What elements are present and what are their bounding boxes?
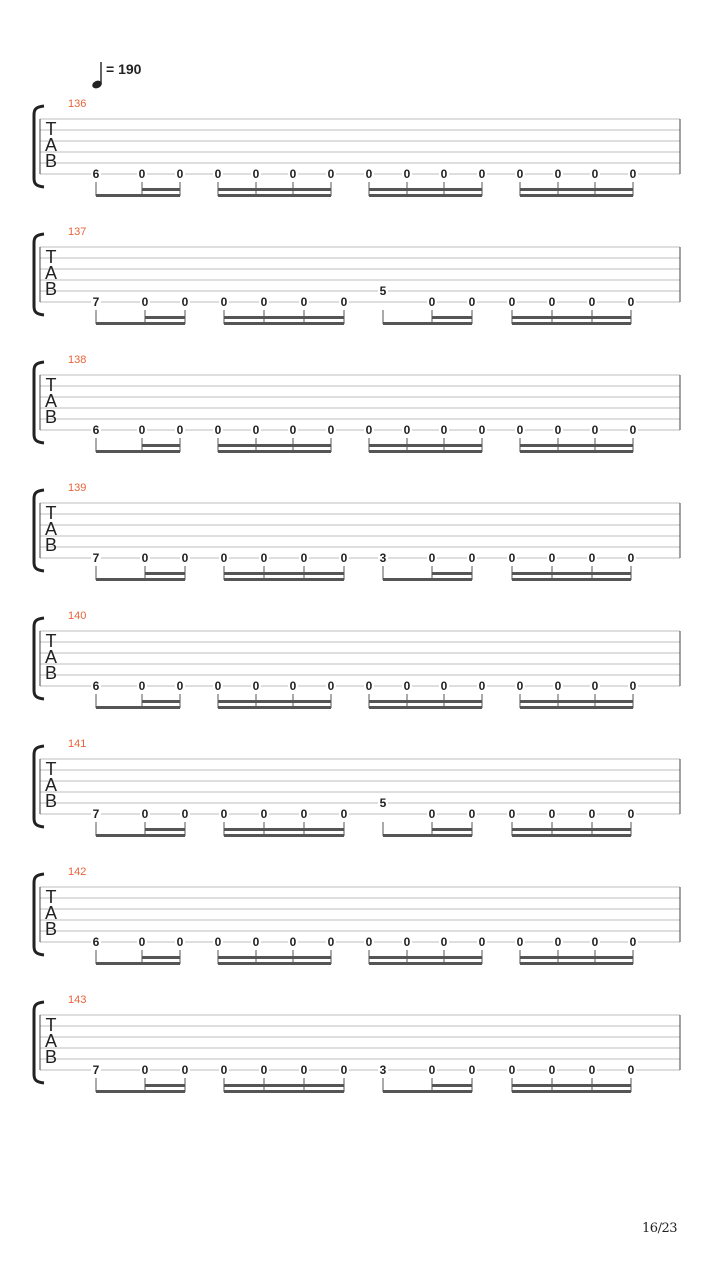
fret-number: 0 [588, 1063, 596, 1077]
beam-primary [512, 578, 631, 581]
beam-secondary [224, 316, 344, 319]
tab-clef-letter: T [45, 375, 57, 395]
beam-secondary [224, 572, 344, 575]
beam-secondary [432, 1084, 472, 1087]
fret-number: 0 [548, 1063, 556, 1077]
fret-number: 0 [629, 679, 637, 693]
system-bracket [34, 362, 44, 443]
beam-secondary [369, 956, 482, 959]
beam-primary [224, 1090, 344, 1093]
fret-number: 0 [252, 167, 260, 181]
fret-number: 0 [252, 679, 260, 693]
system-bracket [34, 490, 44, 571]
beam-secondary [520, 444, 633, 447]
fret-number: 3 [379, 551, 387, 565]
beam-secondary [145, 828, 185, 831]
beam-primary [512, 322, 631, 325]
fret-number: 0 [181, 551, 189, 565]
fret-number: 0 [403, 935, 411, 949]
fret-number: 0 [141, 1063, 149, 1077]
fret-number: 6 [92, 679, 100, 693]
tab-clef-letter: A [44, 775, 58, 795]
beam-primary [218, 706, 331, 709]
beam-secondary [224, 1084, 344, 1087]
tab-clef-letter: T [45, 1015, 57, 1035]
fret-number: 0 [260, 551, 268, 565]
fret-number: 0 [516, 935, 524, 949]
fret-number: 0 [252, 935, 260, 949]
fret-number: 0 [516, 679, 524, 693]
beam-primary [224, 834, 344, 837]
fret-number: 0 [340, 807, 348, 821]
fret-number: 5 [379, 284, 387, 298]
fret-number: 7 [92, 551, 100, 565]
beam-primary [96, 834, 185, 837]
tab-clef-letter: A [44, 1031, 58, 1051]
beam-secondary [145, 1084, 185, 1087]
fret-number: 0 [252, 423, 260, 437]
fret-number: 0 [508, 551, 516, 565]
beam-primary [369, 450, 482, 453]
fret-number: 0 [440, 935, 448, 949]
measure-number: 141 [68, 738, 87, 750]
fret-number: 6 [92, 167, 100, 181]
fret-number: 0 [260, 295, 268, 309]
fret-number: 0 [478, 423, 486, 437]
fret-number: 0 [629, 935, 637, 949]
tab-clef-letter: B [44, 151, 58, 171]
fret-number: 0 [468, 295, 476, 309]
fret-number: 0 [516, 423, 524, 437]
beam-primary [520, 194, 633, 197]
beam-secondary [142, 700, 180, 703]
fret-number: 0 [300, 807, 308, 821]
fret-number: 0 [516, 167, 524, 181]
page-number: 16/23 [642, 1221, 677, 1236]
beam-primary [96, 322, 185, 325]
fret-number: 0 [289, 423, 297, 437]
fret-number: 0 [141, 551, 149, 565]
fret-number: 0 [588, 551, 596, 565]
fret-number: 6 [92, 935, 100, 949]
beam-primary [383, 834, 472, 837]
fret-number: 0 [478, 935, 486, 949]
beam-secondary [520, 700, 633, 703]
fret-number: 0 [260, 807, 268, 821]
fret-number: 0 [260, 1063, 268, 1077]
fret-number: 0 [176, 423, 184, 437]
fret-number: 7 [92, 1063, 100, 1077]
beam-primary [369, 706, 482, 709]
fret-number: 5 [379, 796, 387, 810]
fret-number: 0 [289, 935, 297, 949]
fret-number: 0 [340, 551, 348, 565]
beam-primary [383, 578, 472, 581]
beam-secondary [512, 572, 631, 575]
fret-number: 0 [141, 807, 149, 821]
beam-secondary [512, 316, 631, 319]
fret-number: 0 [176, 679, 184, 693]
tempo-equals: = [106, 61, 115, 77]
beam-secondary [142, 188, 180, 191]
beam-secondary [218, 956, 331, 959]
fret-number: 0 [327, 679, 335, 693]
fret-number: 0 [591, 167, 599, 181]
fret-number: 0 [508, 1063, 516, 1077]
fret-number: 0 [300, 1063, 308, 1077]
system-bracket [34, 618, 44, 699]
tab-clef-letter: T [45, 247, 57, 267]
beam-primary [369, 194, 482, 197]
beam-primary [218, 450, 331, 453]
tab-clef-letter: T [45, 503, 57, 523]
fret-number: 0 [548, 551, 556, 565]
beam-primary [383, 322, 472, 325]
fret-number: 0 [365, 679, 373, 693]
fret-number: 0 [214, 935, 222, 949]
tab-clef-letter: T [45, 631, 57, 651]
beam-primary [96, 450, 180, 453]
measure-number: 136 [68, 98, 87, 110]
beam-secondary [224, 828, 344, 831]
fret-number: 0 [588, 807, 596, 821]
tab-clef-letter: T [45, 887, 57, 907]
tab-clef-letter: A [44, 263, 58, 283]
beam-primary [520, 450, 633, 453]
beam-secondary [520, 188, 633, 191]
beam-secondary [218, 444, 331, 447]
fret-number: 0 [365, 423, 373, 437]
fret-number: 0 [138, 423, 146, 437]
fret-number: 0 [548, 295, 556, 309]
fret-number: 0 [403, 423, 411, 437]
beam-secondary [369, 700, 482, 703]
beam-primary [96, 962, 180, 965]
measure-number: 139 [68, 482, 87, 494]
beam-primary [512, 1090, 631, 1093]
beam-secondary [142, 444, 180, 447]
fret-number: 0 [181, 1063, 189, 1077]
measure-number: 137 [68, 226, 87, 238]
fret-number: 0 [627, 1063, 635, 1077]
beam-secondary [142, 956, 180, 959]
beam-primary [224, 322, 344, 325]
beam-primary [96, 194, 180, 197]
fret-number: 0 [508, 295, 516, 309]
fret-number: 0 [300, 551, 308, 565]
beam-primary [383, 1090, 472, 1093]
fret-number: 0 [340, 1063, 348, 1077]
beam-secondary [369, 188, 482, 191]
beam-secondary [432, 316, 472, 319]
fret-number: 0 [176, 167, 184, 181]
tab-clef-letter: T [45, 759, 57, 779]
beam-secondary [218, 188, 331, 191]
beam-secondary [432, 572, 472, 575]
beam-secondary [432, 828, 472, 831]
beam-secondary [369, 444, 482, 447]
beam-primary [512, 834, 631, 837]
fret-number: 0 [181, 295, 189, 309]
fret-number: 0 [289, 679, 297, 693]
fret-number: 0 [181, 807, 189, 821]
beam-primary [224, 578, 344, 581]
beam-secondary [218, 700, 331, 703]
fret-number: 6 [92, 423, 100, 437]
fret-number: 7 [92, 295, 100, 309]
fret-number: 0 [440, 679, 448, 693]
fret-number: 3 [379, 1063, 387, 1077]
fret-number: 0 [591, 423, 599, 437]
beam-primary [218, 194, 331, 197]
fret-number: 0 [220, 807, 228, 821]
beam-primary [520, 962, 633, 965]
system-bracket [34, 874, 44, 955]
fret-number: 0 [220, 1063, 228, 1077]
fret-number: 0 [428, 807, 436, 821]
tab-clef-letter: A [44, 647, 58, 667]
tab-clef-letter: A [44, 391, 58, 411]
fret-number: 0 [403, 167, 411, 181]
fret-number: 0 [214, 167, 222, 181]
system-bracket [34, 746, 44, 827]
fret-number: 0 [554, 679, 562, 693]
measure-number: 142 [68, 866, 87, 878]
measure-number: 138 [68, 354, 87, 366]
fret-number: 0 [548, 807, 556, 821]
fret-number: 0 [365, 935, 373, 949]
fret-number: 0 [214, 423, 222, 437]
fret-number: 0 [627, 807, 635, 821]
fret-number: 0 [591, 679, 599, 693]
tab-clef-letter: B [44, 535, 58, 555]
beam-primary [218, 962, 331, 965]
system-bracket [34, 1002, 44, 1083]
tab-clef-letter: A [44, 519, 58, 539]
tab-clef-letter: B [44, 663, 58, 683]
fret-number: 0 [289, 167, 297, 181]
tab-clef-letter: B [44, 1047, 58, 1067]
fret-number: 0 [220, 295, 228, 309]
beam-primary [369, 962, 482, 965]
fret-number: 0 [428, 551, 436, 565]
fret-number: 0 [468, 807, 476, 821]
fret-number: 0 [138, 679, 146, 693]
fret-number: 0 [403, 679, 411, 693]
fret-number: 0 [627, 295, 635, 309]
fret-number: 0 [468, 1063, 476, 1077]
fret-number: 0 [554, 935, 562, 949]
fret-number: 0 [478, 679, 486, 693]
fret-number: 0 [478, 167, 486, 181]
tab-clef-letter: B [44, 919, 58, 939]
fret-number: 0 [365, 167, 373, 181]
tab-clef-letter: B [44, 407, 58, 427]
beam-secondary [145, 572, 185, 575]
system-bracket [34, 234, 44, 315]
fret-number: 0 [468, 551, 476, 565]
beam-secondary [520, 956, 633, 959]
fret-number: 0 [554, 423, 562, 437]
tab-clef-letter: B [44, 279, 58, 299]
tab-clef-letter: A [44, 903, 58, 923]
tab-clef-letter: T [45, 119, 57, 139]
fret-number: 0 [327, 935, 335, 949]
beam-primary [520, 706, 633, 709]
beam-primary [96, 1090, 185, 1093]
fret-number: 0 [591, 935, 599, 949]
tab-clef-letter: A [44, 135, 58, 155]
fret-number: 0 [300, 295, 308, 309]
measure-number: 140 [68, 610, 87, 622]
fret-number: 0 [327, 423, 335, 437]
fret-number: 0 [220, 551, 228, 565]
fret-number: 0 [327, 167, 335, 181]
fret-number: 0 [428, 295, 436, 309]
beam-secondary [512, 1084, 631, 1087]
measure-number: 143 [68, 994, 87, 1006]
system-bracket [34, 106, 44, 187]
fret-number: 0 [554, 167, 562, 181]
fret-number: 0 [141, 295, 149, 309]
tempo-bpm: 190 [118, 61, 142, 77]
fret-number: 0 [138, 935, 146, 949]
fret-number: 0 [627, 551, 635, 565]
tab-clef-letter: B [44, 791, 58, 811]
beam-primary [96, 578, 185, 581]
beam-primary [96, 706, 180, 709]
fret-number: 0 [138, 167, 146, 181]
fret-number: 0 [340, 295, 348, 309]
fret-number: 0 [588, 295, 596, 309]
fret-number: 7 [92, 807, 100, 821]
beam-secondary [512, 828, 631, 831]
fret-number: 0 [214, 679, 222, 693]
fret-number: 0 [440, 423, 448, 437]
fret-number: 0 [508, 807, 516, 821]
fret-number: 0 [440, 167, 448, 181]
fret-number: 0 [629, 167, 637, 181]
fret-number: 0 [629, 423, 637, 437]
fret-number: 0 [428, 1063, 436, 1077]
fret-number: 0 [176, 935, 184, 949]
beam-secondary [145, 316, 185, 319]
